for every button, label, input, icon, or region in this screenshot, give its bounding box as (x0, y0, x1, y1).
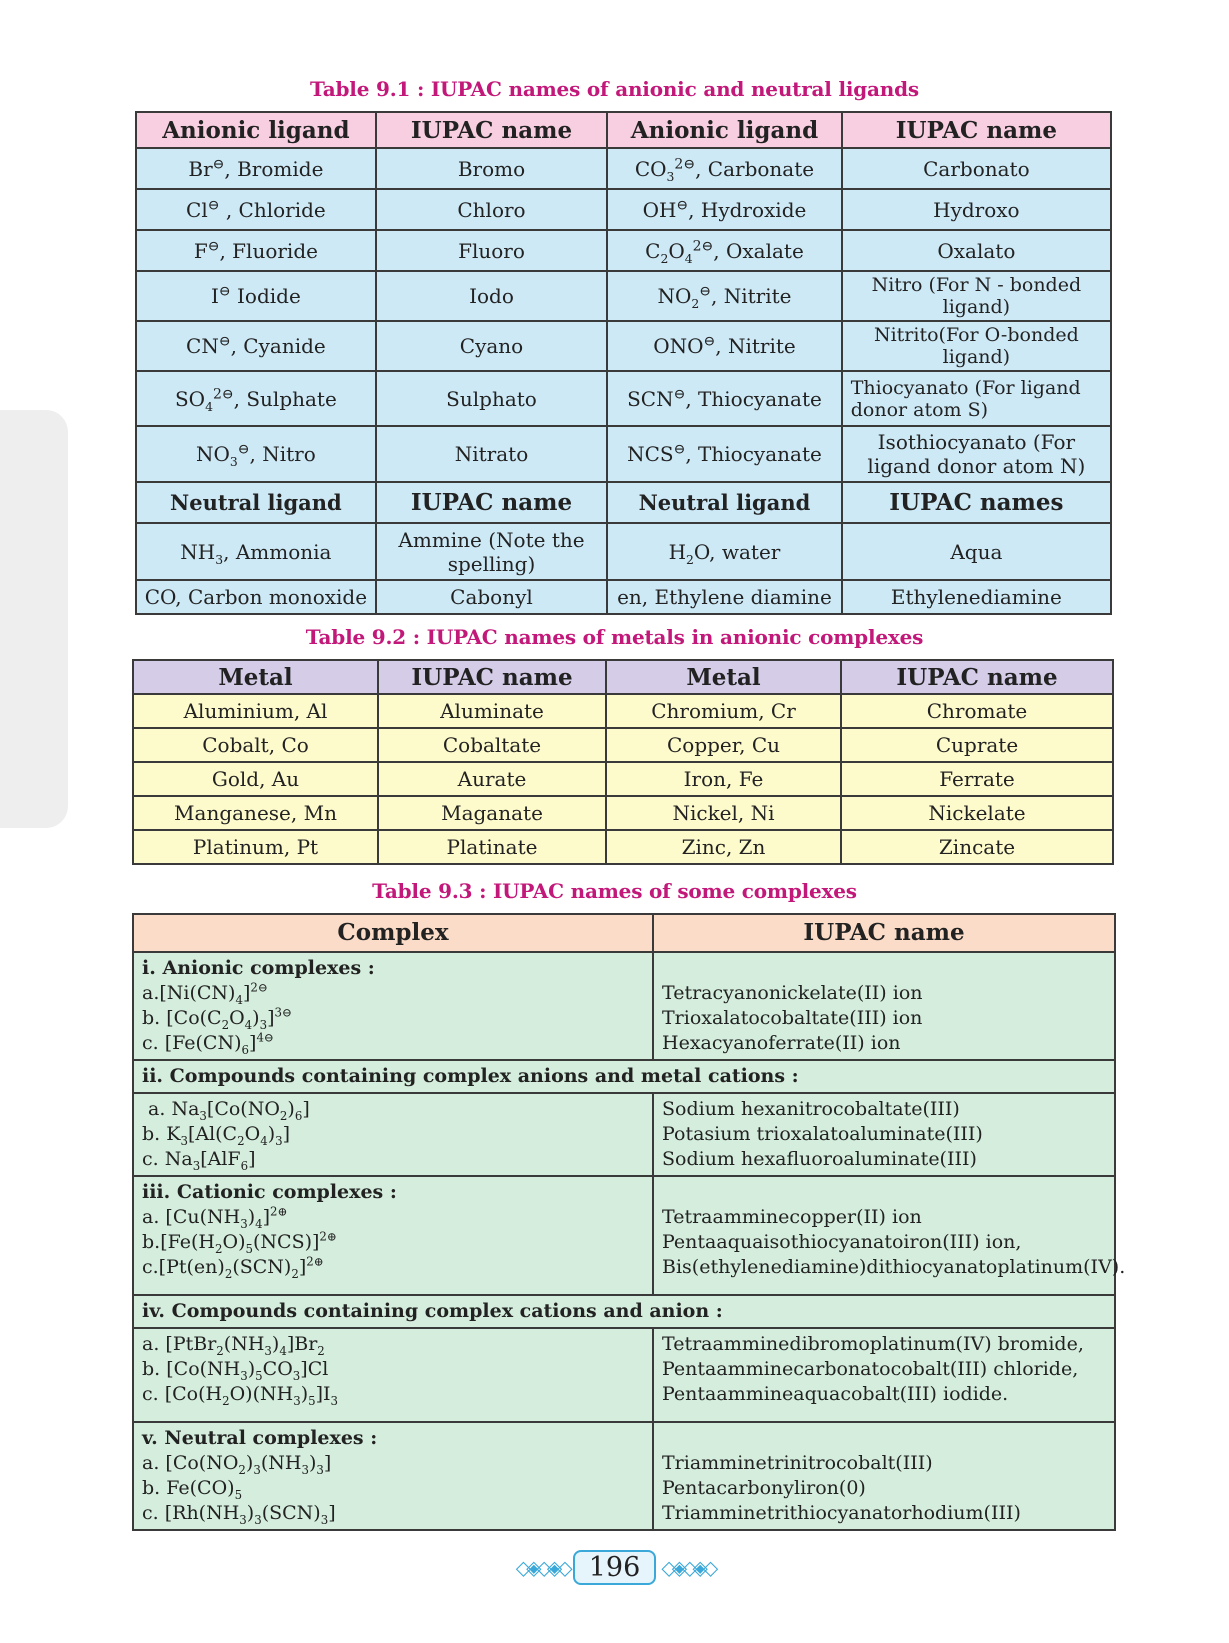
complex-name: Trioxalatocobaltate(III) ion (662, 1007, 923, 1029)
metal-cell: Cobalt, Co (133, 728, 378, 762)
complex-name-cell (653, 1328, 1115, 1422)
complex-formula-cell (133, 1422, 653, 1530)
iupac-cell: Aluminate (378, 694, 606, 728)
ligand-cell: $NO_2^⊖$, Nitrite (607, 271, 842, 321)
formula: a. $Na_3[Co(NO_2)_6]$ (142, 1098, 310, 1123)
formula: c. $[Rh(NH_3)_3(SCN)_3]$ (142, 1502, 336, 1527)
iupac-cell: Chromate (841, 694, 1113, 728)
neutral-header-row (136, 482, 1111, 523)
table-row (133, 830, 1113, 864)
table-row (133, 1093, 1115, 1176)
column-header: IUPAC names (842, 482, 1111, 523)
table-row (133, 796, 1113, 830)
table-row (136, 371, 1111, 426)
ligand-cell: CO, Carbon monoxide (136, 580, 376, 614)
diamond-ornament-left-icon: ◇◈◇◈◇ (515, 1555, 568, 1580)
table-row (133, 952, 1115, 1060)
iupac-cell: Nitrito(For O-bonded ligand) (842, 321, 1111, 371)
iupac-cell: Platinate (378, 830, 606, 864)
metal-cell: Aluminium, Al (133, 694, 378, 728)
complex-name: Pentaammineaquacobalt(III) iodide. (662, 1383, 1009, 1405)
iupac-cell: Cyano (376, 321, 607, 371)
complex-name: Tetracyanonickelate(II) ion (662, 982, 923, 1004)
column-header: Neutral ligand (136, 482, 376, 523)
side-tab (0, 410, 68, 828)
iupac-cell: Nitro (For N - bonded ligand) (842, 271, 1111, 321)
table-header-row (133, 914, 1115, 952)
complex-name: Triamminetrithiocyanatorhodium(III) (662, 1502, 1021, 1524)
ligand-cell: Cl⊖ , Chloride (136, 189, 376, 230)
section-title: iv. Compounds containing complex cations and anion : (133, 1295, 1115, 1328)
complex-name: Pentaamminecarbonatocobalt(III) chloride, (662, 1358, 1079, 1380)
formula: b. $Fe(CO)_5$ (142, 1477, 243, 1502)
table-row (133, 694, 1113, 728)
metal-cell: Copper, Cu (606, 728, 841, 762)
iupac-cell: Cabonyl (376, 580, 607, 614)
column-header: IUPAC name (653, 914, 1115, 952)
table-row (136, 148, 1111, 189)
metal-cell: Iron, Fe (606, 762, 841, 796)
table-row (133, 762, 1113, 796)
iupac-cell: Cuprate (841, 728, 1113, 762)
iupac-cell: Aqua (842, 523, 1111, 580)
iupac-cell: Ferrate (841, 762, 1113, 796)
iupac-cell: Thiocyanato (For ligand donor atom S) (842, 371, 1111, 426)
complex-name: Pentacarbonyliron(0) (662, 1477, 866, 1499)
iupac-cell: Fluoro (376, 230, 607, 271)
ligand-cell: SCN⊖, Thiocyanate (607, 371, 842, 426)
column-header: IUPAC name (376, 482, 607, 523)
page-footer (0, 1550, 1229, 1585)
formula: c. $Na_3[AlF_6]$ (142, 1148, 256, 1173)
table-row (133, 728, 1113, 762)
ligand-cell: F⊖, Fluoride (136, 230, 376, 271)
table-row (133, 1176, 1115, 1295)
table-row (136, 523, 1111, 580)
iupac-cell: Nickelate (841, 796, 1113, 830)
complex-formula-cell (133, 952, 653, 1060)
formula: $c.[Pt(en)_2(SCN)_2]^{2\oplus}$ (142, 1254, 324, 1281)
ligand-cell: ONO⊖, Nitrite (607, 321, 842, 371)
iupac-cell: Nitrato (376, 426, 607, 482)
complex-formula-cell (133, 1093, 653, 1176)
complex-name: Tetraamminedibromoplatinum(IV) bromide, (662, 1333, 1084, 1355)
metal-cell: Manganese, Mn (133, 796, 378, 830)
table-row (136, 426, 1111, 482)
metal-cell: Zinc, Zn (606, 830, 841, 864)
table-header-row (136, 112, 1111, 148)
column-header: Anionic ligand (136, 112, 376, 148)
iupac-cell: Cobaltate (378, 728, 606, 762)
formula: a. $[PtBr_2(NH_3)_4]Br_2$ (142, 1333, 325, 1358)
table-row (136, 271, 1111, 321)
iupac-cell: Carbonato (842, 148, 1111, 189)
column-header: Anionic ligand (607, 112, 842, 148)
ligand-cell: OH⊖, Hydroxide (607, 189, 842, 230)
section-row (133, 1295, 1115, 1328)
section-title: ii. Compounds containing complex anions and metal cations : (133, 1060, 1115, 1093)
section-title: i. Anionic complexes : (142, 957, 375, 979)
formula: $a.[Ni(CN)_4]^{2⊖}$ (142, 980, 268, 1007)
table-complexes (132, 913, 1126, 1531)
iupac-cell: Ammine (Note the spelling) (376, 523, 607, 580)
ligand-cell: I⊖ Iodide (136, 271, 376, 321)
table-metals-anionic-complexes (132, 659, 1114, 865)
complex-name: Tetraamminecopper(II) ion (662, 1206, 922, 1228)
table-anionic-neutral-ligands (135, 111, 1112, 615)
column-header: Metal (133, 660, 378, 694)
iupac-cell: Chloro (376, 189, 607, 230)
ligand-cell: Br⊖, Bromide (136, 148, 376, 189)
complex-name-cell (653, 952, 1115, 1060)
section-row (133, 1060, 1115, 1093)
formula: b. $[Co(NH_3)_5CO_3]Cl$ (142, 1358, 329, 1383)
column-header: Metal (606, 660, 841, 694)
iupac-cell: Isothiocyanato (For ligand donor atom N) (842, 426, 1111, 482)
complex-name: Bis(ethylenediamine)dithiocyanatoplatinum(IV). (662, 1256, 1126, 1278)
column-header: IUPAC name (376, 112, 607, 148)
column-header: IUPAC name (842, 112, 1111, 148)
complex-formula-cell (133, 1328, 653, 1422)
complex-name: Sodium hexafluoroaluminate(III) (662, 1148, 977, 1170)
complex-name: Sodium hexanitrocobaltate(III) (662, 1098, 960, 1120)
page-number: 196 (573, 1550, 657, 1585)
ligand-cell: $CO_3^{2⊖}$, Carbonate (607, 148, 842, 189)
metal-cell: Nickel, Ni (606, 796, 841, 830)
complex-name: Triamminetrinitrocobalt(III) (662, 1452, 933, 1474)
iupac-cell: Maganate (378, 796, 606, 830)
ligand-cell: $NO_3^⊖$, Nitro (136, 426, 376, 482)
complex-name: Potasium trioxalatoaluminate(III) (662, 1123, 983, 1145)
complex-name: Hexacyanoferrate(II) ion (662, 1032, 901, 1054)
table-9-1-caption: Table 9.1 : IUPAC names of anionic and neutral ligands (310, 77, 919, 101)
metal-cell: Gold, Au (133, 762, 378, 796)
iupac-cell: Zincate (841, 830, 1113, 864)
formula: c. $[Co(H_2O)(NH_3)_5]I_3$ (142, 1383, 339, 1408)
iupac-cell: Ethylenediamine (842, 580, 1111, 614)
iupac-cell: Oxalato (842, 230, 1111, 271)
ligand-cell: CN⊖, Cyanide (136, 321, 376, 371)
ligand-cell: $SO_4^{2⊖}$, Sulphate (136, 371, 376, 426)
formula: c. $[Fe(CN)_6]^{4⊖}$ (142, 1030, 274, 1057)
column-header: IUPAC name (841, 660, 1113, 694)
ligand-cell: $NH_3$, Ammonia (136, 523, 376, 580)
formula: a. $[Co(NO_2)_3(NH_3)_3]$ (142, 1452, 332, 1477)
formula: b. $K_3[Al(C_2O_4)_3]$ (142, 1123, 291, 1148)
diamond-ornament-right-icon: ◇◈◇◈◇ (661, 1555, 714, 1580)
table-9-2-caption: Table 9.2 : IUPAC names of metals in anionic complexes (305, 625, 924, 649)
iupac-cell: Aurate (378, 762, 606, 796)
column-header: Complex (133, 914, 653, 952)
metal-cell: Chromium, Cr (606, 694, 841, 728)
iupac-cell: Iodo (376, 271, 607, 321)
table-row (136, 580, 1111, 614)
ligand-cell: $C_2O_4^{2⊖}$, Oxalate (607, 230, 842, 271)
ligand-cell: $H_2O$, water (607, 523, 842, 580)
complex-name-cell (653, 1422, 1115, 1530)
column-header: IUPAC name (378, 660, 606, 694)
formula: $b.[Fe(H_2O)_5(NCS)]^{2\oplus}$ (142, 1229, 337, 1256)
iupac-cell: Hydroxo (842, 189, 1111, 230)
column-header: Neutral ligand (607, 482, 842, 523)
table-row (133, 1328, 1115, 1422)
iupac-cell: Sulphato (376, 371, 607, 426)
complex-name-cell (653, 1093, 1115, 1176)
table-row (136, 321, 1111, 371)
metal-cell: Platinum, Pt (133, 830, 378, 864)
formula: b. $[Co(C_2O_4)_3]^{3⊖}$ (142, 1005, 292, 1032)
section-title: v. Neutral complexes : (142, 1427, 378, 1449)
ligand-cell: en, Ethylene diamine (607, 580, 842, 614)
table-9-3-caption: Table 9.3 : IUPAC names of some complexes (372, 879, 857, 903)
iupac-cell: Bromo (376, 148, 607, 189)
table-row (136, 230, 1111, 271)
table-row (133, 1422, 1115, 1530)
formula: a. $[Cu(NH_3)_4]^{2\oplus}$ (142, 1204, 288, 1231)
section-title: iii. Cationic complexes : (142, 1181, 397, 1203)
complex-name-cell (653, 1176, 1126, 1295)
complex-name: Pentaaquaisothiocyanatoiron(III) ion, (662, 1231, 1022, 1253)
ligand-cell: NCS⊖, Thiocyanate (607, 426, 842, 482)
complex-formula-cell (133, 1176, 653, 1295)
table-header-row (133, 660, 1113, 694)
table-row (136, 189, 1111, 230)
